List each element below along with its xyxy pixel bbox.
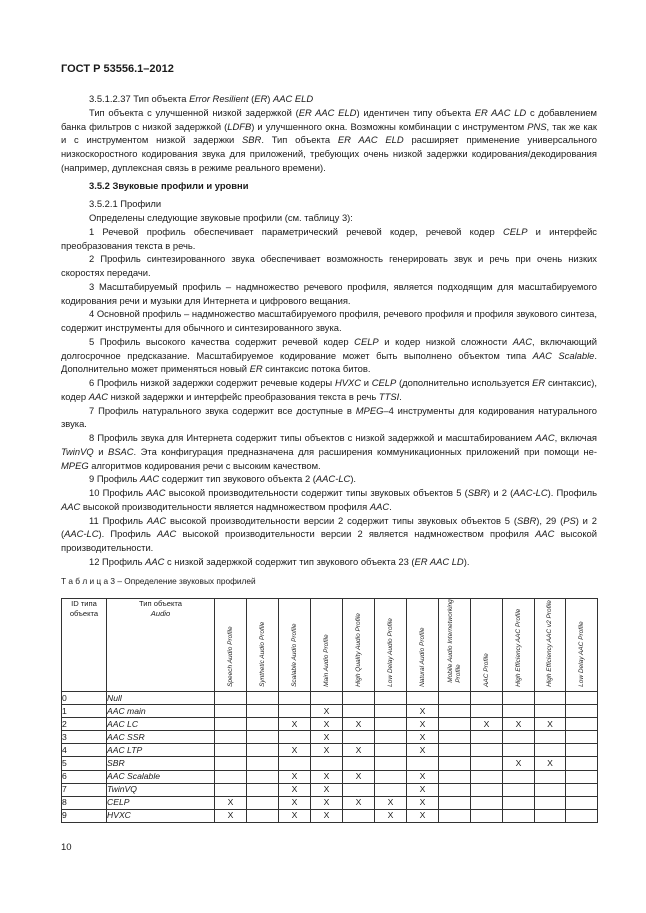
profile-mark-cell: X [311, 809, 343, 822]
object-id-cell: 3 [62, 731, 107, 744]
profile-mark-cell [471, 796, 503, 809]
profile-mark-cell [215, 692, 247, 705]
profile-mark-cell [535, 809, 566, 822]
object-id-cell: 1 [62, 705, 107, 718]
profile-mark-cell: X [279, 796, 311, 809]
paragraph: 11 Профиль AAC высокой производительности версии 2 содержит типы звуковых объектов 5 (SBR), 29 (PS) и 2 (AAC-LC). Профиль AAC высокой производительности версии 2 является надмножеством профиля AAC высокой производительности. [61, 514, 597, 553]
table-row [62, 705, 598, 718]
profile-mark-cell [535, 731, 566, 744]
paragraph: 3.5.2.1 Профили [89, 198, 162, 210]
profile-mark-cell: X [343, 770, 375, 783]
profile-mark-cell: X [311, 718, 343, 731]
table-row [62, 718, 598, 731]
profile-mark-cell [535, 705, 566, 718]
profile-mark-cell [566, 783, 598, 796]
profile-mark-cell [279, 757, 311, 770]
object-type-cell: TwinVQ [107, 783, 215, 796]
profile-column-header [311, 599, 343, 692]
document-header: ГОСТ Р 53556.1–2012 [61, 63, 174, 75]
profile-mark-cell [439, 783, 471, 796]
profile-mark-cell [503, 705, 535, 718]
table-row [62, 731, 598, 744]
profile-mark-cell [343, 731, 375, 744]
profile-header-label: Low Delay AAC Profile [577, 621, 585, 688]
table-header-row [62, 599, 598, 692]
profile-mark-cell [215, 783, 247, 796]
profile-mark-cell [375, 731, 407, 744]
profile-header-label: Scalable Audio Profile [290, 623, 298, 688]
paragraph: 12 Профиль AAC с низкой задержкой содержит тип звукового объекта 23 (ER AAC LD). [89, 555, 470, 567]
profile-mark-cell: X [311, 796, 343, 809]
object-type-cell: AAC LTP [107, 744, 215, 757]
object-type-cell: AAC SSR [107, 731, 215, 744]
profile-mark-cell [471, 705, 503, 718]
profile-mark-cell: X [279, 744, 311, 757]
profile-mark-cell: X [311, 705, 343, 718]
profile-mark-cell [279, 692, 311, 705]
profile-mark-cell: X [311, 770, 343, 783]
id-column-header: ID типа объекта [62, 599, 107, 692]
profile-mark-cell [343, 692, 375, 705]
profile-mark-cell [247, 731, 279, 744]
table-row [62, 796, 598, 809]
object-id-cell: 5 [62, 757, 107, 770]
profile-mark-cell [247, 770, 279, 783]
profile-mark-cell [566, 718, 598, 731]
profile-mark-cell [407, 692, 439, 705]
profile-column-header [279, 599, 311, 692]
profile-mark-cell: X [279, 809, 311, 822]
profile-mark-cell: X [407, 796, 439, 809]
profile-mark-cell: X [343, 744, 375, 757]
profile-mark-cell [439, 692, 471, 705]
profile-mark-cell [407, 757, 439, 770]
paragraph: 8 Профиль звука для Интернета содержит типы объектов с низкой задержкой и масштабированием AAC, включая TwinVQ и BSAC. Эта конфигурация предназначена для расширения коммуникационных приложений при помощи не-MPEG алгоритмов кодирования речи с высоким качеством. [61, 432, 598, 471]
paragraph: 7 Профиль натурального звука содержит все доступные в MPEG–4 инструменты для кодирования натурального звука. [61, 404, 597, 430]
profile-column-header [439, 599, 471, 692]
profile-mark-cell [247, 783, 279, 796]
profile-mark-cell [439, 718, 471, 731]
profile-header-label: High Efficiency AAC v2 Profile [546, 600, 554, 688]
object-type-cell: AAC main [107, 705, 215, 718]
profile-column-header [375, 599, 407, 692]
profile-mark-cell: X [535, 718, 566, 731]
profile-mark-cell [471, 731, 503, 744]
profile-mark-cell [247, 757, 279, 770]
profile-mark-cell [535, 783, 566, 796]
profile-mark-cell [439, 744, 471, 757]
profile-mark-cell [215, 757, 247, 770]
profile-mark-cell [439, 770, 471, 783]
profile-header-label: Synthetic Audio Profile [258, 621, 266, 688]
object-id-cell: 8 [62, 796, 107, 809]
type-column-header [107, 599, 215, 692]
profile-mark-cell [375, 757, 407, 770]
profile-header-label: AAC Profile [482, 653, 490, 688]
profile-mark-cell [471, 783, 503, 796]
paragraph: Определены следующие звуковые профили (см. таблицу 3): [89, 212, 353, 223]
profile-mark-cell [215, 770, 247, 783]
profile-mark-cell: X [471, 718, 503, 731]
profile-mark-cell: X [407, 770, 439, 783]
paragraph: 1 Речевой профиль обеспечивает параметрический речевой кодер, речевой кодер CELP и интерфейс преобразования текста в речь. [61, 225, 597, 251]
profile-mark-cell: X [311, 731, 343, 744]
table-caption: Т а б л и ц а 3 – Определение звуковых профилей [61, 575, 256, 586]
document-body [61, 92, 597, 588]
profile-column-header [503, 599, 535, 692]
profile-mark-cell [375, 705, 407, 718]
object-type-cell: AAC Scalable [107, 770, 215, 783]
profile-mark-cell [247, 718, 279, 731]
paragraph: Тип объекта с улучшенной низкой задержкой (ER AAC ELD) идентичен типу объекта ER AAC LD с добавлением банка фильтров с низкой задержкой (LDFB) и улучшенного окна. Возможны комбинации с инструментом PNS, так же как и с инструментом низкой задержки SBR. Тип объекта ER AAC ELD расширяет применение универсального низкоскоростного кодирования звука для приложений, требующих очень низкой задержки кодирования/декодирования (например, дуплексная связь в режиме реального времени). [61, 106, 598, 173]
paragraph: 6 Профиль низкой задержки содержит речевые кодеры HVXC и CELP (дополнительно используется ER синтаксис), кодер AAC низкой задержки и интерфейс преобразования текста в речь TTSI. [61, 377, 598, 402]
paragraph: 2 Профиль синтезированного звука обеспечивает возможность генерировать звук и речь при очень низких скоростях передачи. [61, 253, 597, 278]
object-type-cell: CELP [107, 796, 215, 809]
profile-mark-cell: X [279, 783, 311, 796]
profile-mark-cell: X [407, 783, 439, 796]
object-id-cell: 6 [62, 770, 107, 783]
profile-header-label: High Quality Audio Profile [354, 613, 362, 688]
profile-mark-cell [439, 809, 471, 822]
profile-mark-cell [566, 796, 598, 809]
profile-mark-cell [375, 783, 407, 796]
profile-mark-cell: X [215, 809, 247, 822]
profile-mark-cell [375, 718, 407, 731]
profile-mark-cell: X [407, 718, 439, 731]
profile-mark-cell [503, 731, 535, 744]
paragraph: 10 Профиль AAC высокой производительности содержит типы звуковых объектов 5 (SBR) и 2 (AAC-LC). Профиль AAC высокой производительности является надмножеством профиля AAC. [61, 487, 598, 512]
profile-header-label: Main Audio Profile [322, 634, 330, 688]
profile-mark-cell [566, 744, 598, 757]
profile-mark-cell [439, 757, 471, 770]
profile-mark-cell [471, 692, 503, 705]
profile-mark-cell [215, 744, 247, 757]
object-id-cell: 0 [62, 692, 107, 705]
profile-mark-cell [535, 692, 566, 705]
profile-mark-cell [566, 705, 598, 718]
page-number: 10 [61, 842, 72, 853]
profile-column-header [407, 599, 439, 692]
paragraph: 3.5.1.2.37 Тип объекта Error Resilient (ER) AAC ELD [89, 93, 314, 104]
object-type-cell: AAC LC [107, 718, 215, 731]
profile-mark-cell: X [343, 796, 375, 809]
profile-mark-cell [439, 731, 471, 744]
profile-mark-cell [503, 692, 535, 705]
paragraph: 4 Основной профиль – надмножество масштабируемого профиля, речевого профиля и профиля звукового синтеза, содержит инструменты для обычного и синтезированного звука. [61, 308, 597, 333]
type-header-sublabel: Audio [150, 609, 171, 618]
profile-mark-cell: X [535, 757, 566, 770]
profile-mark-cell [439, 796, 471, 809]
profile-mark-cell [247, 796, 279, 809]
profile-header-label: Speech Audio Profile [226, 626, 234, 688]
profile-mark-cell [311, 692, 343, 705]
profile-mark-cell [566, 809, 598, 822]
profile-mark-cell [503, 796, 535, 809]
profile-mark-cell: X [407, 744, 439, 757]
profile-mark-cell [471, 757, 503, 770]
profile-mark-cell [375, 770, 407, 783]
profile-mark-cell [247, 809, 279, 822]
profile-column-header [566, 599, 598, 692]
section-heading: 3.5.2 Звуковые профили и уровни [89, 179, 249, 191]
profile-header-label: Mobile Audio Internetworking Profile [446, 599, 462, 684]
profile-mark-cell [535, 770, 566, 783]
profile-mark-cell [343, 705, 375, 718]
profile-mark-cell [503, 783, 535, 796]
profile-mark-cell [566, 731, 598, 744]
profile-mark-cell: X [407, 705, 439, 718]
profile-mark-cell: X [375, 796, 407, 809]
profile-mark-cell: X [503, 718, 535, 731]
profile-header-label: High Efficiency AAC Profile [514, 608, 522, 688]
profile-mark-cell [535, 744, 566, 757]
table-row [62, 744, 598, 757]
profile-mark-cell [343, 757, 375, 770]
profile-mark-cell [215, 705, 247, 718]
profile-mark-cell [471, 770, 503, 783]
profile-mark-cell [535, 796, 566, 809]
profile-mark-cell [503, 809, 535, 822]
profile-mark-cell [566, 770, 598, 783]
object-id-cell: 7 [62, 783, 107, 796]
profile-mark-cell [343, 809, 375, 822]
profile-mark-cell [566, 692, 598, 705]
profile-mark-cell: X [311, 783, 343, 796]
profile-mark-cell [375, 744, 407, 757]
profile-mark-cell [471, 809, 503, 822]
profile-mark-cell [503, 744, 535, 757]
object-type-cell: SBR [107, 757, 215, 770]
object-id-cell: 4 [62, 744, 107, 757]
paragraph: 5 Профиль высокого качества содержит речевой кодер CELP и кодер низкой сложности AAC, включающий долгосрочное предсказание. Масштабируемое кодирование может быть выполнено объектом типа AAC Scalable. Дополнительно может применяться новый ER синтаксис потока битов. [61, 335, 598, 375]
profile-header-label: Natural Audio Profile [418, 627, 426, 688]
profile-mark-cell: X [407, 731, 439, 744]
profile-mark-cell: X [343, 718, 375, 731]
profile-mark-cell: X [215, 796, 247, 809]
object-id-cell: 9 [62, 809, 107, 822]
profile-mark-cell [566, 757, 598, 770]
profile-mark-cell [503, 770, 535, 783]
object-type-cell: Null [107, 692, 215, 705]
profile-mark-cell: X [375, 809, 407, 822]
profile-mark-cell: X [311, 744, 343, 757]
profile-mark-cell [247, 692, 279, 705]
table-row [62, 770, 598, 783]
table-row [62, 809, 598, 822]
profile-mark-cell [311, 757, 343, 770]
profile-mark-cell [215, 731, 247, 744]
audio-profiles-table [61, 598, 598, 823]
table-row [62, 757, 598, 770]
profile-mark-cell [247, 705, 279, 718]
profile-column-header [535, 599, 566, 692]
profile-mark-cell [279, 731, 311, 744]
profile-column-header [471, 599, 503, 692]
object-id-cell: 2 [62, 718, 107, 731]
profile-mark-cell [375, 692, 407, 705]
paragraph: 9 Профиль AAC содержит тип звукового объекта 2 (AAC-LC). [89, 473, 357, 485]
profile-mark-cell: X [279, 718, 311, 731]
profile-mark-cell [215, 718, 247, 731]
table-row [62, 783, 598, 796]
profile-mark-cell [471, 744, 503, 757]
profile-mark-cell [247, 744, 279, 757]
table-row [62, 692, 598, 705]
profile-mark-cell: X [503, 757, 535, 770]
profile-mark-cell: X [407, 809, 439, 822]
profile-mark-cell [279, 705, 311, 718]
profile-mark-cell [439, 705, 471, 718]
profile-header-label: Low Delay Audio Profile [386, 618, 394, 688]
profile-mark-cell: X [279, 770, 311, 783]
profile-mark-cell [343, 783, 375, 796]
object-type-cell: HVXC [107, 809, 215, 822]
type-header-label: Тип объекта [138, 599, 183, 608]
profile-column-header [215, 599, 247, 692]
profile-column-header [247, 599, 279, 692]
paragraph: 3 Масштабируемый профиль – надмножество речевого профиля, является подходящим для масштабируемого кодирования речи и музыки для Интернета и цифрового вещания. [61, 280, 597, 306]
profile-column-header [343, 599, 375, 692]
